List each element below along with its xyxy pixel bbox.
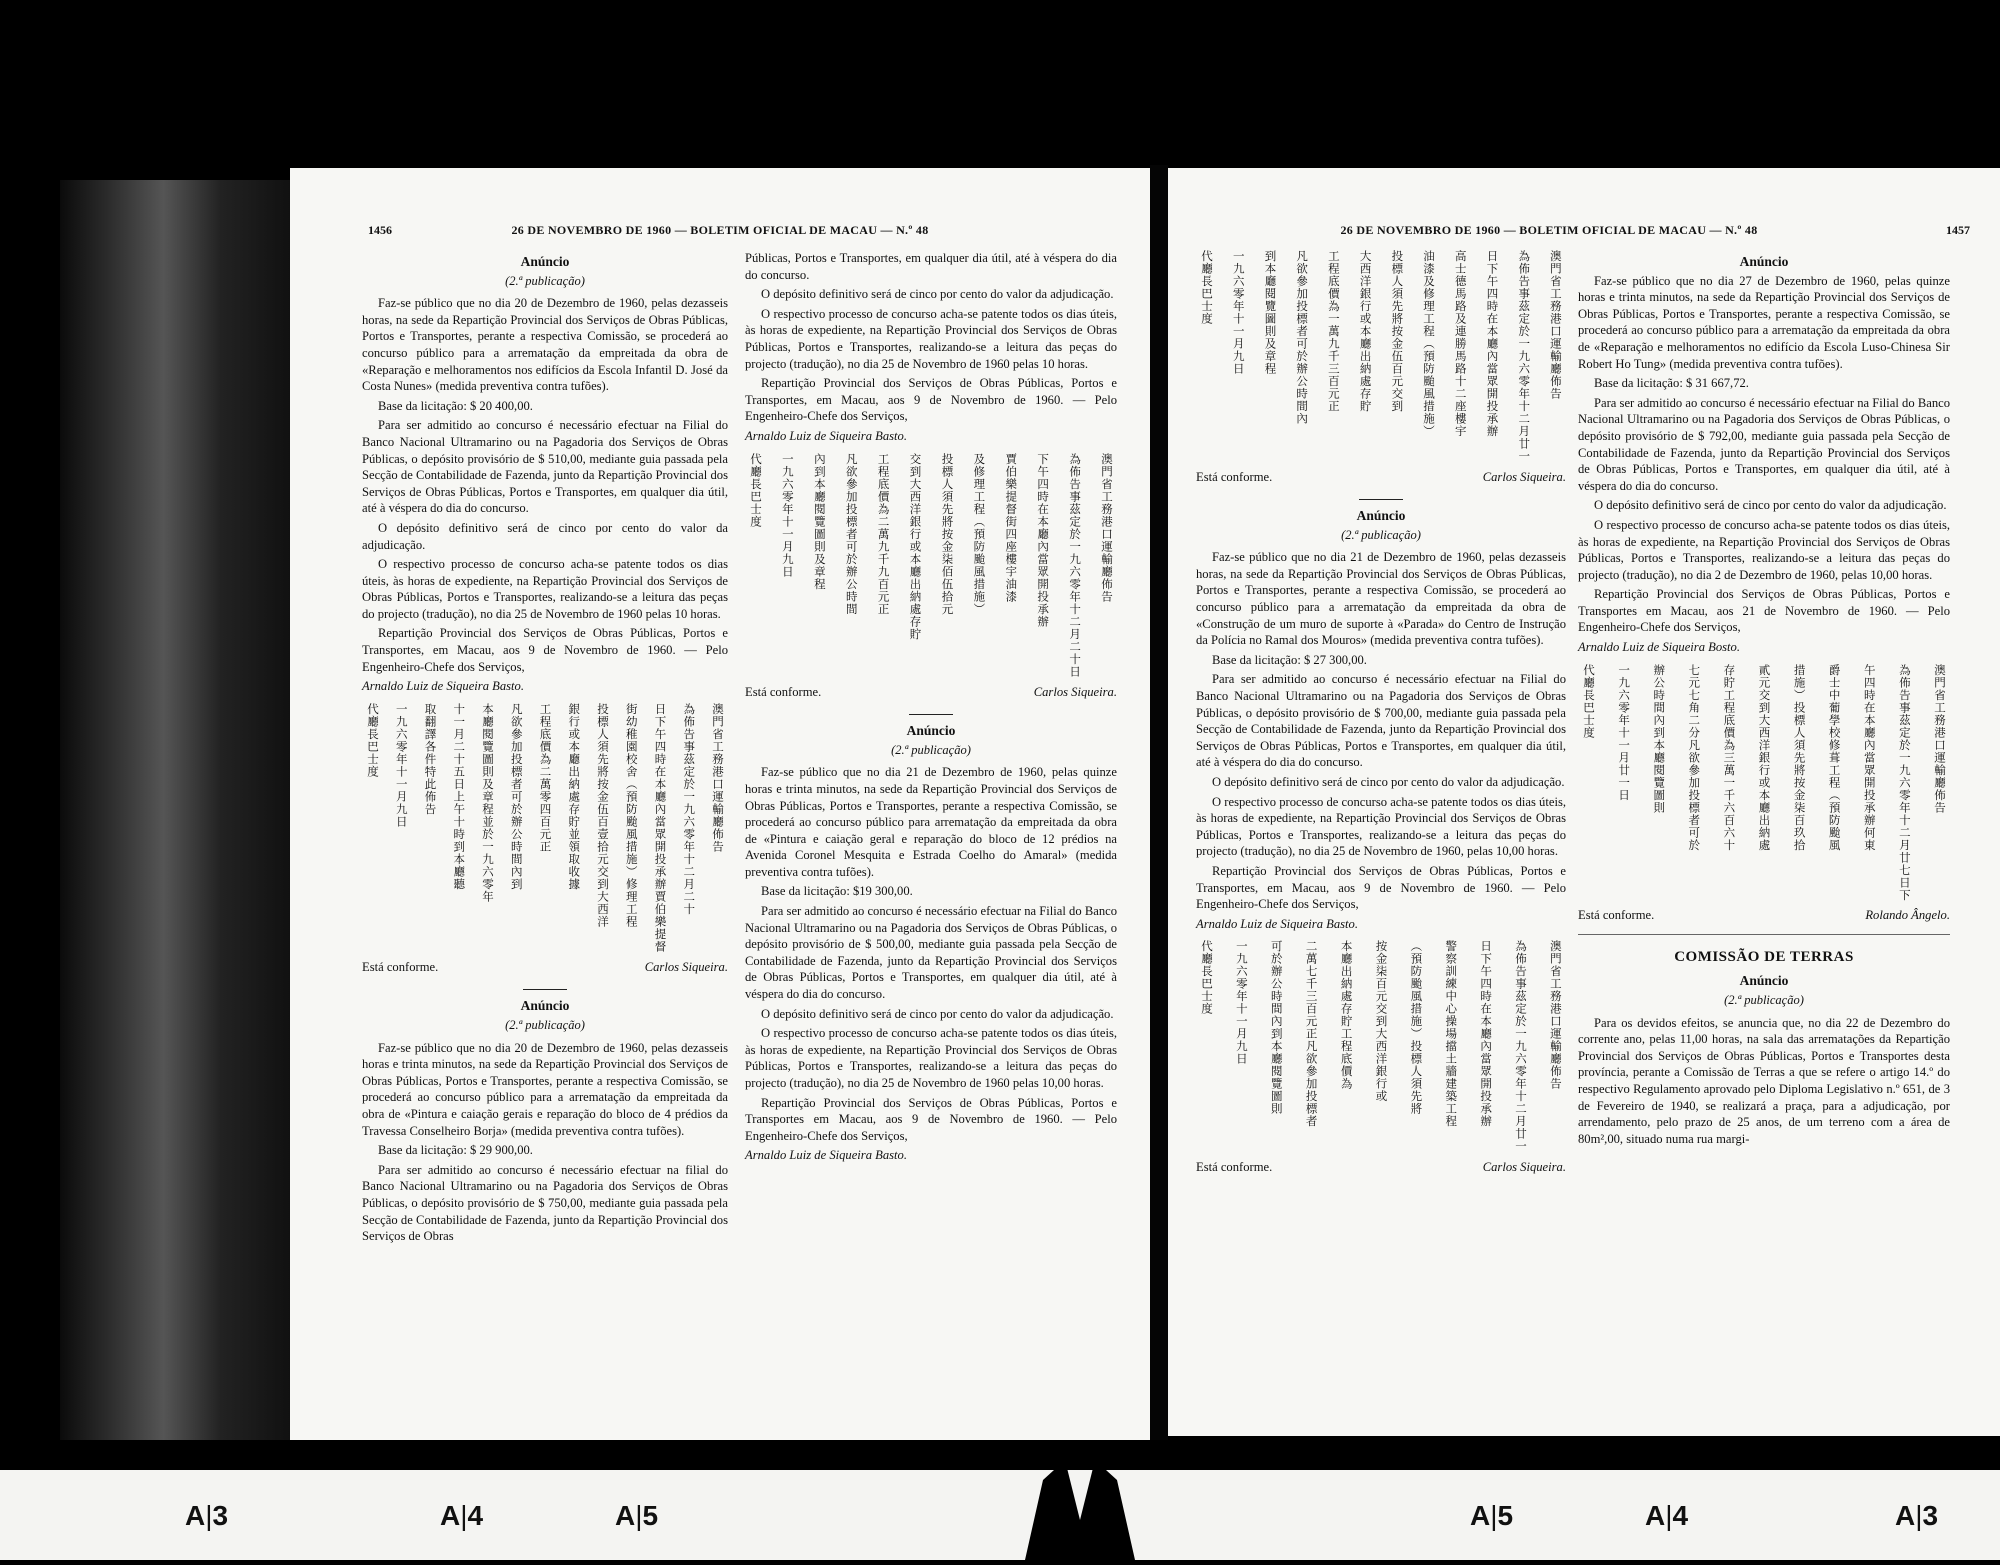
conforme-label: Está conforme. [1196, 469, 1273, 484]
chinese-column: 及修理工程（預防颱風措施） [972, 452, 987, 616]
chinese-column: 警察訓練中心操場擋土牆建築工程 [1444, 940, 1459, 1128]
chinese-column: 可於辦公時間內到本廳閱覽圖則 [1269, 940, 1284, 1116]
paragraph: Para ser admitido ao concurso é necessário efectuar na Filial do Banco Nacional Ultramarino ou na Pagadoria dos Serviços de Obras Públicas, o depósito provisório de $ 510,00, mediante guia passada pela Secção de Contabilidade de Fazenda, junto da Repartição Provincial dos Serviços de Obras Públicas, Portos e Transportes, em qualquer dia útil, até à véspera do dia do concurso. [362, 418, 728, 516]
chinese-column: 澳門省工務港口運輸廳佈告 [1548, 940, 1563, 1091]
announcement-subtitle: (2.ª publicação) [505, 1018, 585, 1033]
signer: Arnaldo Luiz de Siqueira Bosto. [1578, 640, 1740, 655]
divider [1359, 499, 1403, 500]
right-column-1 [1196, 250, 1566, 1177]
conforme-name: Carlos Siqueira. [1482, 469, 1566, 484]
chinese-date: 一九六零年十一月九日 [1231, 250, 1246, 375]
page-number: 1457 [1946, 223, 1970, 237]
signer: Arnaldo Luiz de Siqueira Basto. [362, 679, 524, 694]
paragraph: O depósito definitivo será de cinco por cento do valor da adjudicação. [761, 287, 1114, 302]
chinese-column: 為佈告事茲定於一九六零年十二月二十 [682, 702, 697, 916]
signer: Arnaldo Luiz de Siqueira Basto. [745, 1148, 907, 1163]
header-title: 26 DE NOVEMBRO DE 1960 — BOLETIM OFICIAL DE MACAU — N.º 48 [1340, 223, 1758, 237]
paragraph: Repartição Provincial dos Serviços de Obras Públicas, Portos e Transportes, em Macau, aos 9 de Novembro de 1960. — Pelo Engenheiro-Chefe dos Serviços, [745, 376, 1117, 424]
film-mark-number: 5 [1497, 1500, 1514, 1531]
paragraph: Faz-se público que no dia 20 de Dezembro de 1960, pelas dezasseis horas, na sede da Repartição Provincial dos Serviços de Obras Públicas, Portos e Transportes, perante a respectiva Comissão, se procederá ao concurso público para a arrematação da empreitada da obra de «Reparação e melhoramentos nos edifícios da Escola Infantil D. José da Costa Nunes» (medida preventiva contra tufões). [362, 296, 728, 394]
chinese-column: 高士德馬路及連勝馬路十二座樓宇 [1453, 250, 1468, 438]
paragraph: Para ser admitido ao concurso é necessário efectuar na Filial do Banco Nacional Ultramarino ou na Pagadoria dos Serviços de Obras Públicas, o depósito provisório de $ 500,00, mediante guia passada pela Secção de Contabilidade de Fazenda, junto da Repartição Provincial dos Serviços de Obras Públicas, Portos e Transportes, em qualquer dia útil, até à véspera do dia do concurso. [745, 904, 1117, 1002]
chinese-column: 凡欲參加投標者可於辦公時間內 [1295, 250, 1310, 425]
film-mark-number: 3 [1922, 1500, 1939, 1531]
film-mark-number: 5 [642, 1500, 659, 1531]
film-index-mark: A|4 [440, 1500, 484, 1531]
running-header [290, 223, 1150, 245]
paragraph: O depósito definitivo será de cinco por cento do valor da adjudicação. [761, 1006, 1114, 1021]
announcement-title: Anúncio [1739, 973, 1789, 989]
chinese-column: 日下午四時在本廳內當眾開投承辦 [1479, 940, 1494, 1128]
conformity-line [362, 959, 728, 976]
conforme-name: Carlos Siqueira. [1482, 1159, 1566, 1174]
chinese-column: 到本廳閱覽圖則及章程 [1263, 250, 1278, 375]
paragraph: Faz-se público que no dia 21 de Dezembro de 1960, pelas quinze horas e trinta minutos, na sede da Repartição Provincial dos Serviços de Obras Públicas, Portos e Transportes, perante a respectiva Comissão, se procederá ao concurso público para arrematação da empreitada da obra de «Pintura e caiação geral e reparação do bloco de 12 prédios na Avenida Coronel Mesquita e Estrada Coelho do Amaral» (medida preventiva contra tufões). [745, 765, 1117, 879]
paragraph: O respectivo processo de concurso acha-se patente todos os dias úteis, às horas de expediente, na Repartição Provincial dos Serviços de Obras Públicas, Portos e Transportes, realizando-se a leitura das peças do projecto (tradução), no dia 25 de Novembro de 1960, pelas 10,00 horas. [1196, 794, 1566, 859]
chinese-date: 一九六零年十一月九日 [780, 452, 795, 578]
running-header [1168, 223, 2000, 245]
chinese-column: 為佈告事茲定於一九六零年十二月廿一 [1514, 940, 1529, 1153]
section-title: COMISSÃO DE TERRAS [1674, 948, 1854, 965]
film-mark-letter: A [1470, 1500, 1491, 1531]
left-column-2 [745, 250, 1117, 1164]
chinese-notice [749, 453, 1113, 678]
paragraph: Faz-se público que no dia 27 de Dezembro de 1960, pelas quinze horas e trinta minutos, na sede da Repartição Provincial dos Serviços de Obras Públicas, Portos e Transportes, perante a respectiva Comissão, se procederá ao concurso público para a arrematação da empreitada da obra de «Reparação e melhoramentos no edifício da Escola Luso-Chinesa Sir Robert Ho Tung» (medida preventiva contra tufões). [1578, 273, 1950, 371]
signer: Arnaldo Luiz de Siqueira Basto. [1196, 916, 1358, 931]
paragraph: Repartição Provincial dos Serviços de Obras Públicas, Portos e Transportes em Macau, aos 9 de Novembro de 1960. — Pelo Engenheiro-Chefe dos Serviços, [745, 1095, 1117, 1143]
chinese-column: 投標人須先將按金柒佰伍拾元 [940, 452, 955, 616]
conformity-line [1196, 1159, 1566, 1176]
conformity-line [1578, 907, 1950, 924]
conforme-label: Está conforme. [1196, 1159, 1273, 1174]
chinese-signer: 代廳長巴士度 [1582, 663, 1596, 739]
announcement-title: Anúncio [520, 254, 570, 269]
conformity-line [1196, 469, 1566, 486]
chinese-column: （預防颱風措施）投標人須先將 [1409, 940, 1424, 1116]
chinese-column: 銀行或本廳出納處存貯並領取收據 [567, 702, 582, 891]
chinese-column: 工程底價為二萬九千九百元正 [876, 452, 891, 616]
right-column-2 [1578, 250, 1950, 1150]
chinese-column: 按金柒百元交到大西洋銀行或 [1374, 940, 1389, 1103]
paragraph: O respectivo processo de concurso acha-se patente todos os dias úteis, às horas de expediente, na Repartição Provincial dos Serviços de Obras Públicas, Portos e Transportes, realizando-se a leitura das peças do projecto (tradução), no dia 25 de Novembro de 1960 pelas 10,00 horas. [745, 1026, 1117, 1090]
film-index-mark: A|4 [1645, 1500, 1689, 1531]
announcement-subtitle: (2.ª publicação) [891, 742, 971, 757]
paragraph: O depósito definitivo será de cinco por cento do valor da adjudicação. [362, 520, 728, 552]
film-index-mark: A|5 [1470, 1500, 1514, 1531]
chinese-column: 凡欲參加投標者可於辦公時間 [844, 452, 859, 616]
chinese-date: 一九六零年十一月九日 [394, 702, 409, 828]
divider [909, 714, 953, 715]
chinese-column: 午四時在本廳內當眾開投承辦何東 [1862, 663, 1877, 852]
chinese-column: 存貯工程底價為三萬一千六百六十 [1722, 663, 1737, 852]
announcement-subtitle: (2.ª publicação) [1724, 992, 1804, 1007]
chinese-column: 日下午四時在本廳內當眾開投承辦賈伯樂提督 [653, 702, 668, 953]
page-holder-clip [1025, 1460, 1135, 1560]
chinese-column: 交到大西洋銀行或本廳出納處存貯 [908, 452, 923, 641]
film-mark-number: 3 [212, 1500, 229, 1531]
chinese-column: 日下午四時在本廳內當眾開投承辦 [1485, 250, 1500, 438]
paragraph: Base da licitação: $ 27 300,00. [1212, 652, 1367, 667]
chinese-column: 澳門省工務港口運輸廳佈告 [711, 702, 725, 853]
film-mark-letter: A [615, 1500, 636, 1531]
chinese-signer: 代廳長巴士度 [749, 452, 763, 528]
chinese-column: 本廳閱覽圖則及章程並於一九六零年 [481, 702, 495, 903]
paragraph: O depósito definitivo será de cinco por cento do valor da adjudicação. [1594, 498, 1947, 513]
chinese-notice [1582, 664, 1946, 902]
conforme-name: Rolando Ângelo. [1865, 908, 1950, 923]
paragraph: Públicas, Portos e Transportes, em qualquer dia útil, até à véspera do dia do concurso. [745, 251, 1117, 282]
conformity-line [745, 684, 1117, 701]
chinese-column: 七元七角二分凡欲參加投標者可於 [1687, 663, 1702, 852]
chinese-column: 為佈告事茲定於一九六零年十二月廿一 [1517, 250, 1532, 463]
conforme-name: Carlos Siqueira. [644, 959, 728, 974]
paragraph: Faz-se público que no dia 20 de Dezembro de 1960, pelas dezasseis horas e trinta minutos, na sede da Repartição Provincial dos Serviços de Obras Públicas, Portos e Transportes, perante a respectiva Comissão, se procederá ao concurso público para a arrematação da empreitada da obra de «Pintura e caiação gerais e reparação do bloco de 4 prédios da Travessa Conselheiro Borja» (medida preventiva contra tufões). [362, 1040, 728, 1138]
page-number: 1456 [368, 223, 392, 237]
film-mark-letter: A [440, 1500, 461, 1531]
chinese-column: 取翻譯各件特此佈告 [423, 702, 438, 816]
chinese-column: 油漆及修理工程（預防颱風措施） [1422, 250, 1437, 438]
chinese-column: 凡欲參加投標者可於辦公時間內到 [509, 702, 524, 891]
chinese-column: 大西洋銀行或本廳出納處存貯 [1358, 250, 1373, 413]
chinese-column: 貳元交到大西洋銀行或本廳出納處 [1757, 663, 1772, 852]
chinese-column: 澳門省工務港口運輸廳佈告 [1932, 663, 1947, 814]
conforme-name: Carlos Siqueira. [1033, 684, 1117, 699]
paragraph: Repartição Provincial dos Serviços de Obras Públicas, Portos e Transportes, em Macau, aos 9 de Novembro de 1960. — Pelo Engenheiro-Chefe dos Serviços, [1196, 863, 1566, 912]
left-column-1 [362, 250, 728, 1248]
paragraph: Para ser admitido ao concurso é necessário efectuar na filial do Banco Nacional Ultramarino ou na Pagadoria dos Serviços de Obras Públicas, o depósito provisório de $ 750,00, mediante guia passada pela Secção de Contabilidade de Fazenda, junto da Repartição Provincial dos Serviços de Obras [362, 1162, 728, 1244]
chinese-column: 內到本廳閱覽圖則及章程 [812, 452, 827, 591]
paragraph: Para ser admitido ao concurso é necessário efectuar na Filial do Banco Nacional Ultramarino ou na Pagadoria dos Serviços de Obras Públicas, o depósito provisório de $ 700,00, mediante guia passada pela Secção de Contabilidade de Fazenda, junto da Repartição Provincial dos Serviços de Obras Públicas, Portos e Transportes, em qualquer dia útil, até à véspera do dia do concurso. [1196, 672, 1566, 770]
header-title: 26 DE NOVEMBRO DE 1960 — BOLETIM OFICIAL DE MACAU — N.º 48 [511, 223, 929, 237]
announcement-title: Anúncio [1356, 508, 1406, 524]
paragraph: Base da licitação: $ 31 667,72. [1594, 376, 1749, 391]
film-margin [0, 1470, 2000, 1560]
chinese-column: 爵士中葡學校修葺工程（預防颱風 [1827, 663, 1842, 852]
chinese-column: 工程底價為一萬九千三百元正 [1326, 250, 1341, 413]
chinese-column: 澳門省工務港口運輸廳佈告 [1548, 250, 1563, 400]
film-mark-letter: A [1645, 1500, 1666, 1531]
paragraph: Base da licitação: $ 20 400,00. [378, 398, 533, 413]
chinese-column: 賈伯樂提督街四座樓宇油漆 [1004, 452, 1019, 603]
conforme-label: Está conforme. [1578, 908, 1655, 923]
film-index-mark: A|3 [1895, 1500, 1939, 1531]
chinese-column: 為佈告事茲定於一九六零年十二月二十日 [1068, 452, 1083, 678]
paragraph: Repartição Provincial dos Serviços de Obras Públicas, Portos e Transportes, em Macau, aos 9 de Novembro de 1960. — Pelo Engenheiro-Chefe dos Serviços, [362, 626, 728, 674]
chinese-column: 投標人須先將按金伍百壹拾元交到大西洋 [596, 702, 610, 928]
chinese-signer: 代廳長巴士度 [1200, 250, 1214, 325]
chinese-notice [1200, 250, 1562, 463]
left-page [290, 168, 1150, 1440]
chinese-column: 辦公時間內到本廳閱覽圖則 [1652, 663, 1667, 814]
signer: Arnaldo Luiz de Siqueira Basto. [745, 428, 907, 443]
paragraph: Para os devidos efeitos, se anuncia que, no dia 22 de Dezembro do corrente ano, pelas 11,00 horas, na sala das arrematações da Repartição Provincial dos Serviços de Obras Públicas, Portos e Transportes desta província, perante a Comissão de Terras a que se refere o artigo 14.º do respectivo Regulamento aprovado pelo Diploma Legislativo n.º 651, de 3 de Fevereiro de 1940, se realizará a praça, para a adjudicação, por arrendamento, pelo prazo de 25 anos, de um terreno com a área de 80m²,00, situado numa rua margi- [1578, 1015, 1950, 1146]
chinese-column: 澳門省工務港口運輸廳佈告 [1099, 452, 1114, 603]
paragraph: Repartição Provincial dos Serviços de Obras Públicas, Portos e Transportes em Macau, aos 21 de Novembro de 1960. — Pelo Engenheiro-Chefe dos Serviços, [1578, 587, 1950, 635]
conforme-label: Está conforme. [745, 684, 822, 699]
film-index-mark: A|3 [185, 1500, 229, 1531]
paragraph: Base da licitação: $19 300,00. [761, 884, 913, 899]
chinese-column: 十一月二十五日上午十時到本廳聽 [452, 702, 467, 891]
chinese-column: 投標人須先將按金伍百元交到 [1390, 250, 1405, 413]
chinese-date: 一九六零年十一月廿一日 [1617, 663, 1632, 802]
chinese-signer: 代廳長巴士度 [1200, 940, 1214, 1016]
announcement-title: Anúncio [1739, 254, 1789, 269]
paragraph: Base da licitação: $ 29 900,00. [378, 1143, 533, 1158]
paragraph: O depósito definitivo será de cinco por cento do valor da adjudicação. [1212, 775, 1565, 789]
announcement-title: Anúncio [520, 998, 570, 1014]
film-mark-letter: A [1895, 1500, 1916, 1531]
chinese-column: 街幼稚園校舍（預防颱風措施）修理工程 [624, 702, 639, 928]
chinese-column: 本廳出納處存貯工程底價為 [1339, 940, 1354, 1091]
book-spine [1150, 165, 1168, 1440]
paragraph: O respectivo processo de concurso acha-se patente todos os dias úteis, às horas de expediente, na Repartição Provincial dos Serviços de Obras Públicas, Portos e Transportes, realizando-se a leitura das peças do projecto (tradução), no dia 25 de Novembro de 1960 pelas 10 horas. [362, 557, 728, 621]
conforme-label: Está conforme. [362, 959, 439, 974]
chinese-notice [366, 703, 724, 953]
section-divider [1578, 934, 1950, 935]
film-mark-number: 4 [467, 1500, 484, 1531]
chinese-column: 二萬七千三百元正凡欲參加投標者 [1304, 940, 1319, 1128]
chinese-notice [1200, 940, 1562, 1153]
chinese-column: 工程底價為二萬零四百元正 [538, 702, 553, 853]
paragraph: Faz-se público que no dia 21 de Dezembro de 1960, pelas dezasseis horas, na sede da Repartição Provincial dos Serviços de Obras Públicas, Portos e Transportes, perante a respectiva Comissão, se procederá ao concurso público para a arrematação da empreitada da obra de «Construção de um muro de suporte à «Parada» do Centro de Instrução da Polícia no Ramal dos Mouros» (medida preventiva contra tufões). [1196, 550, 1566, 648]
film-mark-number: 4 [1672, 1500, 1689, 1531]
chinese-column: 下午四時在本廳內當眾開投承辦 [1036, 452, 1051, 628]
book-binding-shadow [60, 180, 290, 1440]
paragraph: O respectivo processo de concurso acha-se patente todos os dias úteis, às horas de expediente, na Repartição Provincial dos Serviços de Obras Públicas, Portos e Transportes, realizando-se a leitura das peças do projecto (tradução), no dia 25 de Novembro de 1960 pelas 10 horas. [745, 306, 1117, 371]
film-mark-letter: A [185, 1500, 206, 1531]
paragraph: O respectivo processo de concurso acha-se patente todos os dias úteis, às horas de expediente, na Repartição Provincial dos Serviços de Obras Públicas, Portos e Transportes, realizando-se a leitura das peças do projecto (tradução), no dia 2 de Dezembro de 1960, pelas 10,00 horas. [1578, 517, 1950, 582]
announcement-subtitle: (2.ª publicação) [1341, 527, 1421, 542]
right-page [1168, 168, 2000, 1436]
chinese-date: 一九六零年十一月九日 [1234, 940, 1249, 1066]
announcement-subtitle: (2.ª publicação) [505, 273, 585, 288]
chinese-signer: 代廳長巴士度 [366, 702, 380, 778]
divider [523, 989, 567, 990]
announcement-title: Anúncio [906, 723, 956, 739]
film-index-mark: A|5 [615, 1500, 659, 1531]
paragraph: Para ser admitido ao concurso é necessário efectuar na Filial do Banco Nacional Ultramarino ou na Pagadoria dos Serviços de Obras Públicas, o depósito provisório de $ 792,00, mediante guia passada pela Secção de Contabilidade de Fazenda, junto da Repartição Provincial dos Serviços de Obras Públicas, Portos e Transportes, em qualquer dia útil, até à véspera do dia do concurso. [1578, 395, 1950, 493]
chinese-column: 措施）投標人須先將按金柒百玖拾 [1792, 663, 1807, 852]
chinese-column: 為佈告事茲定於一九六零年十二月廿七日下 [1897, 663, 1912, 902]
